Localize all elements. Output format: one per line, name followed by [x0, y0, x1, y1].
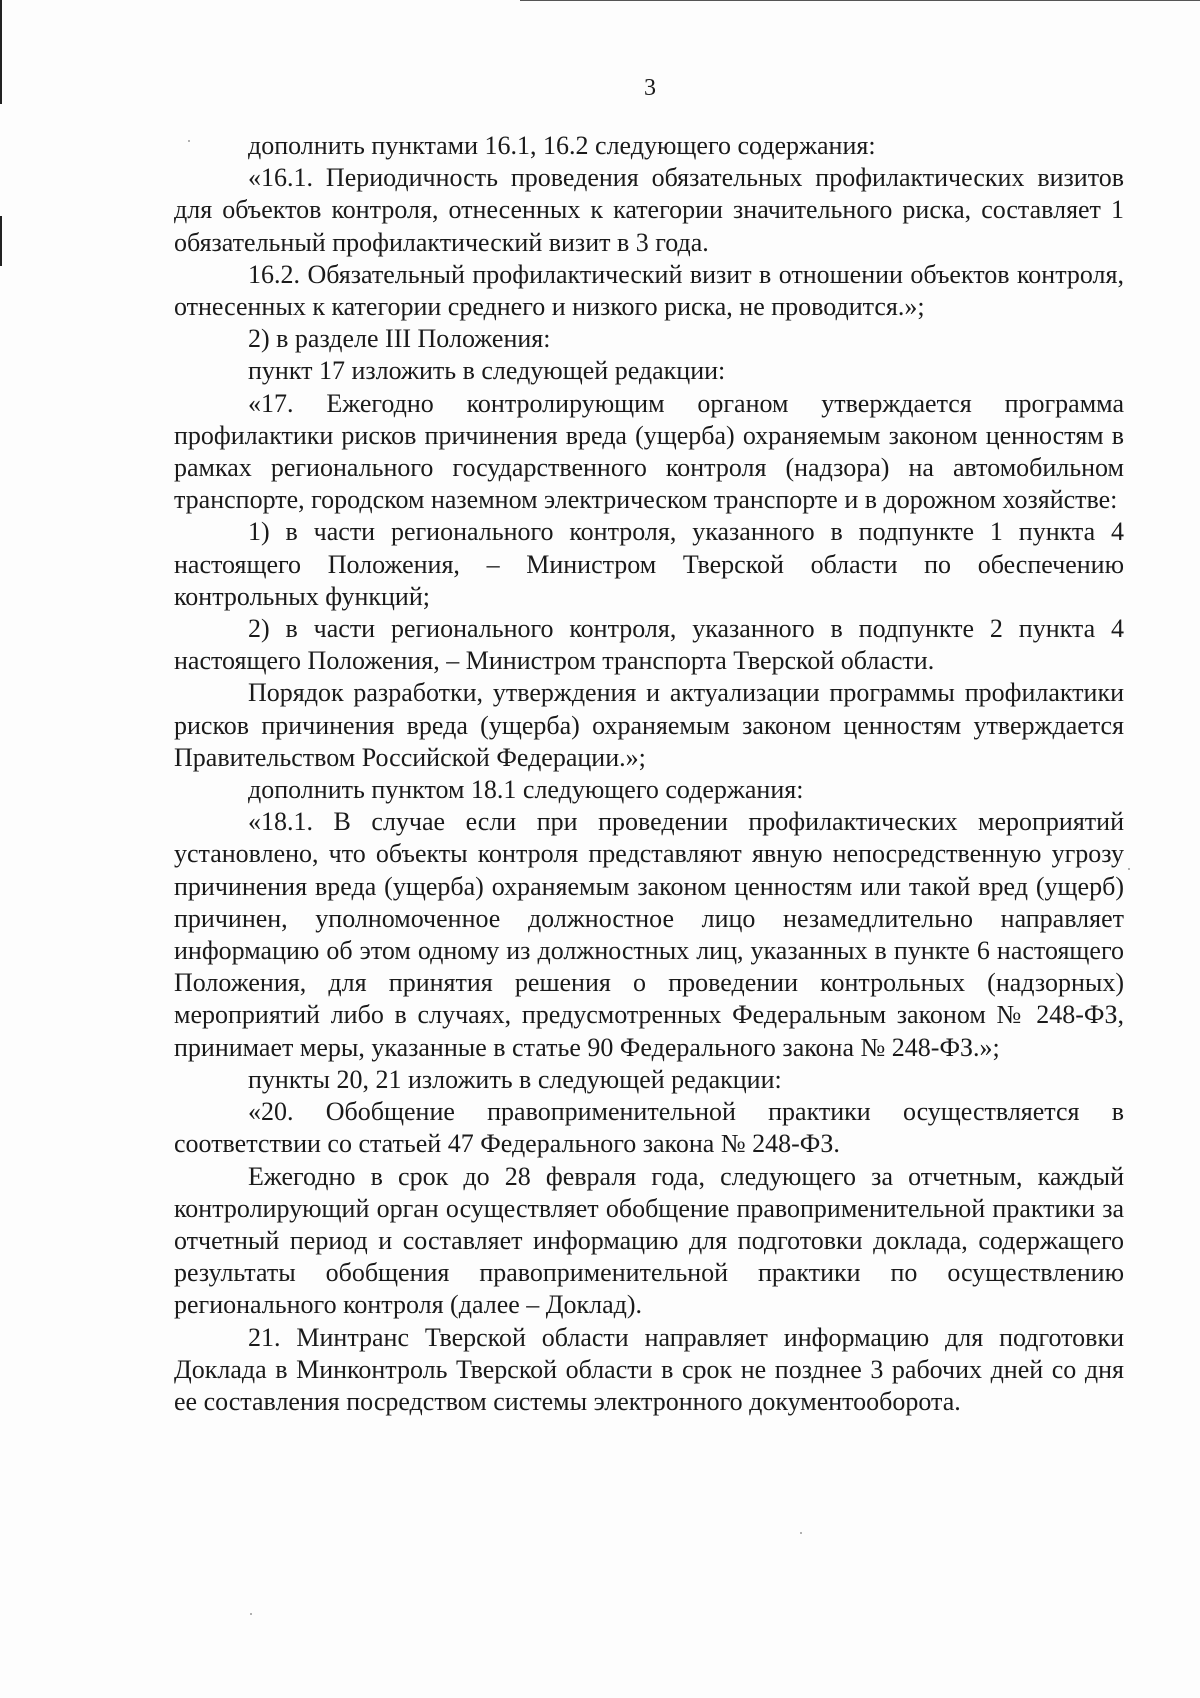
- paragraph: пункт 17 изложить в следующей редакции:: [248, 356, 726, 386]
- scan-speck: [800, 1532, 802, 1534]
- paragraph: «18.1. В случае если при проведении профилактических мероприятий установлено, что объекты контроля представляют явную непосредственную угрозу причинения вреда (ущерба) охраняемым законом ценностям или такой вред (ущерб) причинен, уполномоченное должностное лицо незамедлительно направляет информацию об этом одному из должностных лиц, указанных в пункте 6 настоящего Положения, для принятия решения о проведении контрольных (надзорных) мероприятий либо в случаях, предусмотренных Федеральным законом № 248-ФЗ, принимает меры, указанные в статье 90 Федерального закона № 248-ФЗ.»;: [174, 807, 1124, 1062]
- paragraph: пункты 20, 21 изложить в следующей редакции:: [248, 1064, 782, 1094]
- paragraph: «16.1. Периодичность проведения обязательных профилактических визитов для объектов контроля, отнесенных к категории значительного риска, составляет 1 обязательный профилактический визит в 3 года.: [174, 163, 1124, 257]
- paragraph: Порядок разработки, утверждения и актуализации программы профилактики рисков причинения вреда (ущерба) охраняемым законом ценностям утверждается Правительством Российской Федерации.»;: [174, 678, 1124, 772]
- paragraph: «17. Ежегодно контролирующим органом утверждается программа профилактики рисков причинения вреда (ущерба) охраняемым законом ценностям в рамках регионального государственного контроля (надзора) на автомобильном транспорте, городском наземном электрическом транспорте и в дорожном хозяйстве:: [174, 388, 1124, 515]
- paragraph: дополнить пунктами 16.1, 16.2 следующего содержания:: [248, 131, 876, 160]
- paragraph: 21. Минтранс Тверской области направляет информацию для подготовки Доклада в Минконтроль Тверской области в срок не позднее 3 рабочих дней со дня ее составления посредством системы электронного документооборота.: [174, 1322, 1124, 1416]
- scan-speck: [1128, 868, 1130, 870]
- paragraph: 2) в части регионального контроля, указанного в подпункте 2 пункта 4 настоящего Положения, – Министром транспорта Тверской области.: [174, 614, 1124, 676]
- page-number: 3: [644, 75, 656, 101]
- document-body: [174, 130, 1124, 1418]
- paragraph: 2) в разделе III Положения:: [248, 324, 551, 354]
- paragraph: 16.2. Обязательный профилактический визит в отношении объектов контроля, отнесенных к категории среднего и низкого риска, не проводится.»;: [174, 259, 1124, 322]
- scan-edge-mark: [0, 216, 2, 266]
- scan-edge-mark: [520, 0, 1200, 1]
- paragraph: дополнить пунктом 18.1 следующего содержания:: [248, 775, 804, 805]
- paragraph: «20. Обобщение правоприменительной практики осуществляется в соответствии со статьей 47 Федерального закона № 248-ФЗ.: [174, 1097, 1124, 1159]
- scan-speck: [250, 1613, 252, 1615]
- paragraph: Ежегодно в срок до 28 февраля года, следующего за отчетным, каждый контролирующий орган осуществляет обобщение правоприменительной практики за отчетный период и составляет информацию для подготовки доклада, содержащего результаты обобщения правоприменительной практики по осуществлению регионального контроля (далее – Доклад).: [174, 1161, 1124, 1320]
- paragraph: 1) в части регионального контроля, указанного в подпункте 1 пункта 4 настоящего Положения, – Министром Тверской области по обеспечению контрольных функций;: [174, 517, 1124, 611]
